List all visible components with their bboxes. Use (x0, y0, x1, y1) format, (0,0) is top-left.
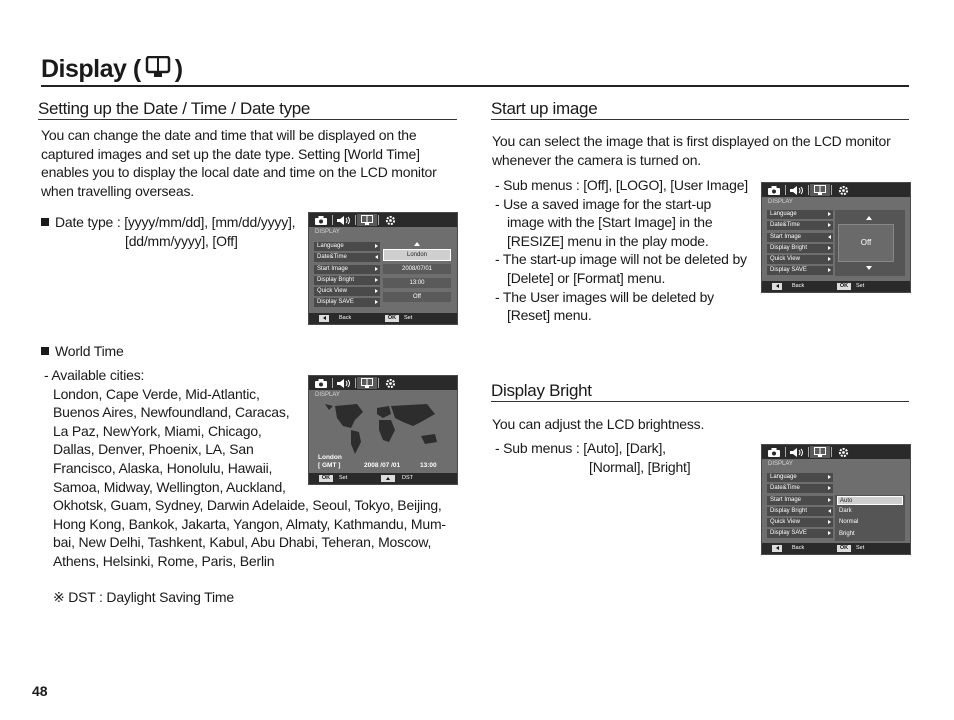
sound-icon (334, 377, 354, 389)
camera-icon (764, 446, 784, 458)
ok-button[interactable]: OK (837, 283, 851, 290)
set-label: Set (856, 545, 865, 551)
date-intro-line: captured images and set up the date type. Setting [World Time] (41, 145, 420, 162)
sound-icon (787, 446, 807, 458)
back-button[interactable] (772, 545, 782, 552)
dst-note: ※ DST : Daylight Saving Time (53, 589, 234, 605)
menu-item-quick-view[interactable] (767, 255, 833, 264)
camera-icon (311, 377, 331, 389)
startup-bullet-line: - The User images will be deleted by (495, 288, 714, 305)
world-city: London (318, 454, 342, 461)
menu-label: Display Bright (770, 507, 808, 514)
value-date[interactable]: 2008/07/01 (383, 264, 451, 274)
startup-section-title: Start up image (491, 99, 598, 118)
menu-label: Start Image (317, 265, 349, 272)
startup-intro (492, 132, 912, 169)
bullet-square (41, 218, 49, 226)
value-time[interactable]: 13:00 (383, 278, 451, 288)
date-section-rule (38, 119, 457, 120)
menu-item-start-image[interactable] (767, 233, 833, 242)
menu-label: Language (317, 243, 344, 249)
lcd-header: DISPLAY (768, 199, 793, 205)
ok-button[interactable]: OK (837, 545, 851, 552)
menu-item-quick-view[interactable] (314, 287, 380, 296)
up-arrow-icon[interactable] (866, 216, 872, 220)
menu-item-display-save[interactable] (314, 298, 380, 307)
display-icon (810, 184, 830, 196)
menu-item-date-time[interactable] (767, 221, 833, 230)
date-type-text (41, 213, 295, 250)
menu-item-start-image[interactable] (314, 265, 380, 274)
lcd-footer (762, 543, 910, 554)
date-section-title: Setting up the Date / Time / Date type (38, 99, 311, 118)
menu-label: Display SAVE (770, 530, 807, 537)
display-icon (145, 56, 171, 85)
lcd-menu (767, 473, 833, 541)
up-button[interactable] (381, 475, 395, 482)
menu-item-start-image[interactable] (767, 496, 833, 505)
display-icon (810, 446, 830, 458)
date-intro-line: You can change the date and time that will be displayed on the (41, 127, 417, 143)
lcd-tabs (762, 445, 910, 459)
settings-icon (380, 214, 400, 226)
bright-intro: You can adjust the LCD brightness. (492, 416, 705, 432)
menu-label: Display Bright (770, 244, 808, 251)
menu-label: Quick View (317, 288, 347, 295)
bullet-square (41, 347, 49, 355)
startup-bullets (495, 176, 760, 325)
back-label: Back (792, 283, 805, 289)
settings-icon (833, 184, 853, 196)
menu-item-language[interactable] (767, 210, 833, 219)
cities-line: bai, New Delhi, Tashkent, Kabul, Abu Dhabi, Teheran, Moscow, (53, 534, 432, 551)
set-label: Set (339, 475, 348, 481)
menu-label: Display Bright (317, 276, 355, 283)
lcd-date-time (308, 212, 458, 325)
page-title-suffix: ) (174, 55, 183, 83)
menu-label: Display SAVE (770, 267, 807, 274)
date-type-line: Date type : [yyyy/mm/dd], [mm/dd/yyyy], (55, 214, 296, 230)
menu-label: Start Image (770, 233, 802, 240)
ok-button[interactable]: OK (385, 315, 399, 322)
set-label: Set (856, 283, 865, 289)
date-intro-line: when travelling overseas. (41, 182, 194, 199)
startup-intro-line: whenever the camera is turned on. (492, 151, 701, 168)
down-arrow-icon[interactable] (866, 266, 872, 270)
cities-line: - Available cities: (44, 367, 145, 383)
world-gmt: [ GMT ] (318, 462, 341, 469)
value-date-type[interactable]: Off (383, 292, 451, 302)
page-title-text: Display ( (41, 55, 141, 83)
lcd-header: DISPLAY (315, 392, 340, 398)
settings-icon (380, 377, 400, 389)
option-bright[interactable]: Bright (839, 531, 855, 537)
cities-line: Okhotsk, Guam, Sydney, Darwin Adelaide, Seoul, Tokyo, Beijing, (53, 497, 442, 514)
lcd-footer (309, 473, 457, 484)
world-time: 13:00 (420, 462, 437, 469)
world-map-image (317, 400, 449, 456)
bright-sub-line: - Sub menus : [Auto], [Dark], (495, 440, 666, 456)
startup-bullet-line: - Sub menus : [Off], [LOGO], [User Image] (495, 177, 748, 193)
sound-icon (334, 214, 354, 226)
lcd-tabs (309, 376, 457, 390)
back-label: Back (792, 545, 805, 551)
lcd-world-time (308, 375, 458, 485)
camera-icon (311, 214, 331, 226)
menu-item-quick-view[interactable] (767, 518, 833, 527)
lcd-header: DISPLAY (315, 229, 340, 235)
menu-label: Date&Time (770, 222, 800, 229)
menu-label: Quick View (770, 519, 800, 526)
left-arrow-icon (776, 546, 779, 550)
bright-submenus (495, 439, 690, 476)
menu-item-language[interactable] (767, 473, 833, 482)
option-auto[interactable]: Auto (837, 496, 903, 505)
cities-line: London, Cape Verde, Mid-Atlantic, (53, 385, 260, 402)
cities-line: Samoa, Midway, Wellington, Auckland, (53, 478, 286, 495)
lcd-tabs (762, 183, 910, 197)
menu-item-display-save[interactable] (767, 266, 833, 275)
value-city[interactable]: London (383, 249, 451, 261)
cities-line: Hong Kong, Bankok, Jakarta, Yangon, Almaty, Kathmandu, Mum- (53, 515, 446, 532)
bright-section-title: Display Bright (491, 381, 592, 400)
lcd-start-image (761, 182, 911, 293)
menu-item-date-time[interactable] (767, 484, 833, 493)
left-arrow-icon (323, 316, 326, 320)
menu-label: Start Image (770, 496, 802, 503)
dst-label: DST (402, 475, 413, 481)
cities-line: Francisco, Alaska, Honolulu, Hawaii, (53, 459, 273, 476)
menu-label: Date&Time (770, 485, 800, 492)
startup-section-rule (491, 119, 909, 120)
startup-bullet-line: [RESIZE] menu in the play mode. (507, 232, 709, 249)
option-normal[interactable]: Normal (839, 519, 859, 525)
menu-item-display-bright[interactable] (767, 244, 833, 253)
world-time-heading (41, 342, 124, 361)
menu-item-language[interactable] (314, 242, 380, 251)
menu-label: Display SAVE (317, 299, 354, 306)
lcd-tabs (309, 213, 457, 227)
cities-line: Buenos Aires, Newfoundland, Caracas, (53, 404, 290, 421)
cities-line: Dallas, Denver, Phoenix, LA, San (53, 441, 254, 458)
back-button[interactable] (772, 283, 782, 290)
value-start-image[interactable]: Off (838, 224, 894, 262)
menu-label: Date&Time (317, 254, 347, 261)
sound-icon (787, 184, 807, 196)
title-rule (41, 85, 909, 87)
left-arrow-icon (776, 284, 779, 288)
startup-bullet-line: image with the [Start Image] in the (507, 214, 713, 231)
up-arrow-icon[interactable] (414, 242, 420, 246)
back-label: Back (339, 315, 352, 321)
back-button[interactable] (319, 315, 329, 322)
world-time-label: World Time (55, 343, 124, 359)
page-title (41, 55, 183, 85)
lcd-menu (767, 210, 833, 278)
ok-button[interactable]: OK (319, 475, 333, 482)
cities-line: Athens, Helsinki, Rome, Paris, Berlin (53, 552, 275, 569)
lcd-footer (309, 313, 457, 324)
lcd-menu (314, 242, 380, 310)
up-arrow-icon (386, 477, 390, 480)
display-icon (357, 214, 377, 226)
bright-section-rule (491, 401, 909, 402)
date-intro (41, 126, 461, 200)
world-date: 2008 /07 /01 (364, 462, 401, 469)
startup-bullet-line: - The start-up image will not be deleted by (495, 251, 747, 268)
display-icon (357, 377, 377, 389)
lcd-display-bright (761, 444, 911, 555)
bright-sub-line: [Normal], [Bright] (589, 458, 691, 475)
option-dark[interactable]: Dark (839, 508, 852, 514)
menu-item-display-save[interactable] (767, 529, 833, 538)
startup-intro-line: You can select the image that is first displayed on the LCD monitor (492, 133, 891, 149)
lcd-header: DISPLAY (768, 461, 793, 467)
lcd-footer (762, 281, 910, 292)
settings-icon (833, 446, 853, 458)
startup-bullet-line: [Delete] or [Format] menu. (507, 269, 666, 286)
date-intro-line: enables you to display the local date and time on the LCD monitor (41, 164, 437, 181)
cities-line: La Paz, NewYork, Miami, Chicago, (53, 422, 262, 439)
menu-item-display-bright[interactable] (767, 507, 833, 516)
set-label: Set (404, 315, 413, 321)
menu-label: Quick View (770, 256, 800, 263)
menu-label: Language (770, 474, 797, 480)
menu-item-date-time[interactable] (314, 253, 380, 262)
startup-bullet-line: [Reset] menu. (507, 307, 592, 324)
page-number: 48 (32, 683, 48, 699)
menu-item-display-bright[interactable] (314, 276, 380, 285)
startup-bullet-line: - Use a saved image for the start-up (495, 195, 712, 212)
date-type-line: [dd/mm/yyyy], [Off] (125, 232, 238, 249)
menu-label: Language (770, 211, 797, 217)
camera-icon (764, 184, 784, 196)
